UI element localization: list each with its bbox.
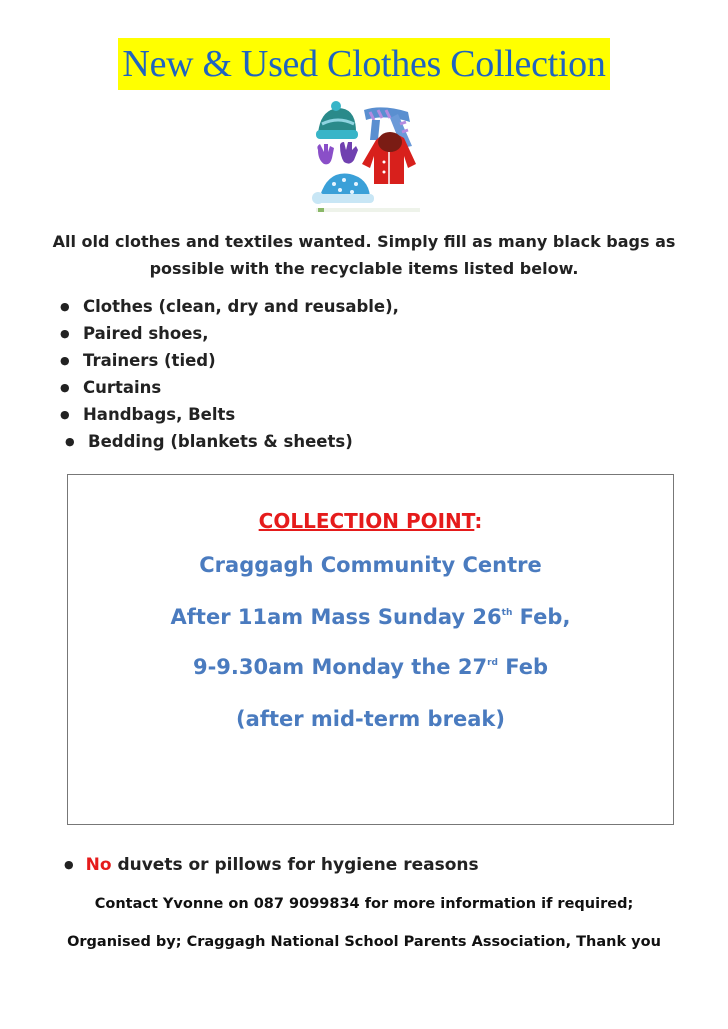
bullet-icon: ● bbox=[60, 354, 70, 367]
collection-point-heading: COLLECTION POINT: bbox=[258, 509, 483, 533]
list-item: ● Curtains bbox=[58, 374, 399, 401]
list-item: ● Bedding (blankets & sheets) bbox=[58, 428, 399, 455]
list-item: ● Handbags, Belts bbox=[58, 401, 399, 428]
winter-clothes-clipart-icon bbox=[312, 100, 424, 216]
bullet-icon: ● bbox=[64, 858, 74, 871]
list-item: ● Paired shoes, bbox=[58, 320, 399, 347]
collection-point-box bbox=[67, 474, 674, 825]
contact-line: Contact Yvonne on 087 9099834 for more information if required; bbox=[94, 896, 634, 912]
list-item: ● Clothes (clean, dry and reusable), bbox=[58, 293, 399, 320]
page-title: New & Used Clothes Collection bbox=[118, 38, 609, 90]
intro-text: All old clothes and textiles wanted. Simply fill as many black bags as possible with the recyclable items listed below. bbox=[52, 232, 676, 278]
bullet-icon: ● bbox=[60, 408, 70, 421]
collection-note: (after mid-term break) bbox=[236, 707, 505, 731]
bullet-icon: ● bbox=[65, 435, 75, 448]
bullet-icon: ● bbox=[60, 381, 70, 394]
bullet-icon: ● bbox=[60, 300, 70, 313]
collection-venue: Craggagh Community Centre bbox=[199, 553, 542, 577]
title-wrap bbox=[0, 38, 728, 90]
bullet-icon: ● bbox=[60, 327, 70, 340]
collection-time-sunday: After 11am Mass Sunday 26th Feb, bbox=[170, 605, 571, 629]
exclusion-note: ● No duvets or pillows for hygiene reasons bbox=[64, 855, 479, 875]
list-item: ● Trainers (tied) bbox=[58, 347, 399, 374]
items-list bbox=[58, 293, 399, 455]
collection-time-monday: 9-9.30am Monday the 27rd Feb bbox=[192, 655, 549, 679]
organiser-line: Organised by; Craggagh National School Parents Association, Thank you bbox=[67, 934, 661, 950]
